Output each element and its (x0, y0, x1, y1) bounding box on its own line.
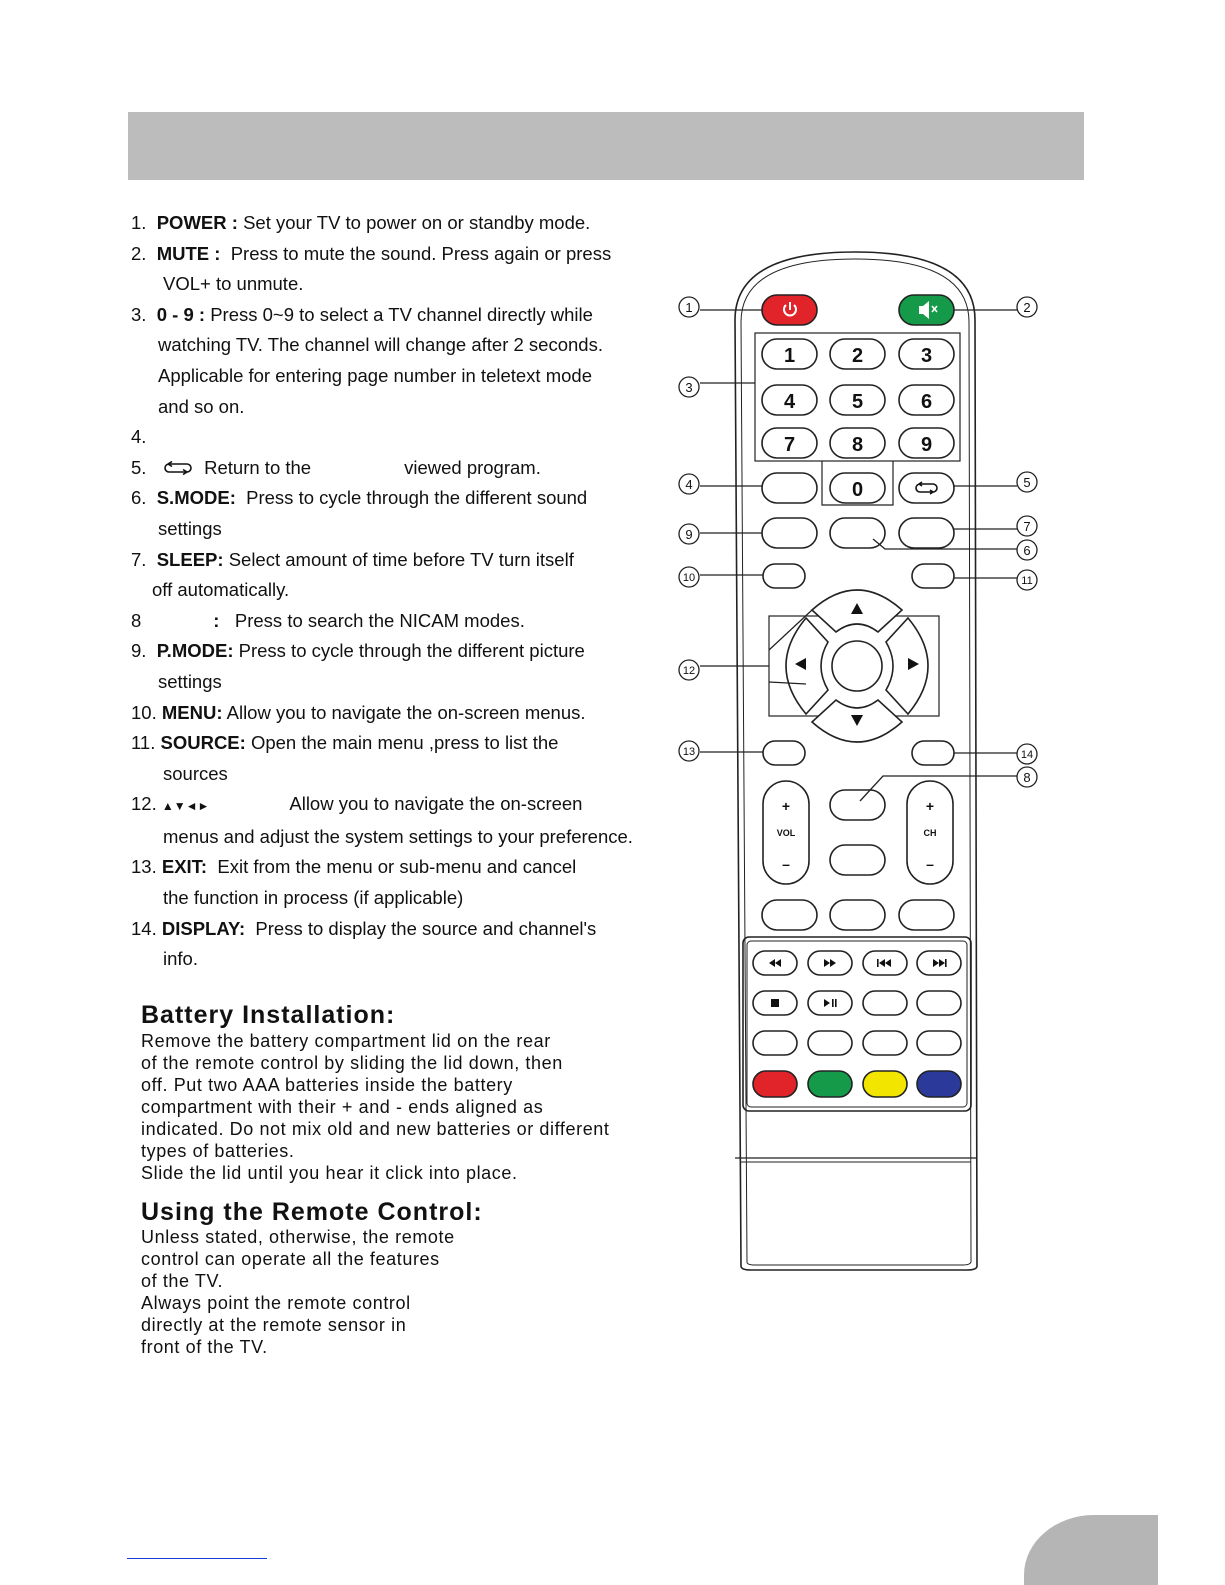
vol-label: VOL (776, 828, 796, 838)
source-button[interactable] (912, 564, 954, 588)
callout-6: 6 (1023, 543, 1031, 558)
item-text: Allow you to navigate the on-screen menus. (226, 701, 586, 723)
item-number: 5. (131, 456, 147, 478)
callout-9: 9 (685, 527, 693, 542)
ch-minus-label: – (926, 856, 934, 872)
item-text: Press to mute the sound. Press again or press (230, 242, 612, 264)
item-number: 9. (131, 640, 147, 662)
callout-7: 7 (1023, 519, 1031, 534)
item-text: watching TV. The channel will change after 2 seconds. (158, 334, 603, 356)
item-number: 10. (131, 701, 157, 723)
remote-illustration (640, 240, 1060, 1280)
callout-5: 5 (1023, 475, 1031, 490)
yellow-button[interactable] (863, 1071, 907, 1097)
nav-left-button[interactable] (786, 618, 828, 714)
return-icon (162, 461, 194, 475)
vol-plus-label: + (781, 798, 791, 814)
using-body: Unless stated, otherwise, the remote control can operate all the features of the TV. Always point the remote control directly at the remote sensor in front of the TV. (141, 1227, 455, 1357)
callout-4: 4 (685, 477, 693, 492)
item-text: Press to search the NICAM modes. (234, 609, 525, 631)
item-text: Set your TV to power on or standby mode. (243, 212, 591, 233)
callout-2: 2 (1023, 300, 1031, 315)
digit-label: 2 (851, 345, 864, 367)
item-text: Press to cycle through the different picture (238, 640, 585, 662)
item-key: SLEEP: (156, 548, 224, 570)
battery-heading: Battery Installation: (141, 1001, 396, 1029)
callout-12: 12 (682, 665, 696, 677)
list-item (131, 422, 691, 453)
callout-1: 1 (685, 300, 693, 315)
item-text: settings (158, 517, 222, 539)
pmode-button[interactable] (762, 518, 817, 548)
item-key: DISPLAY: (161, 917, 246, 939)
item-number: 6. (131, 487, 147, 509)
item-text: the function in process (if applicable) (163, 887, 464, 909)
row-button-2[interactable] (830, 900, 885, 930)
list-item (131, 636, 691, 667)
row-button-3[interactable] (899, 900, 954, 930)
item-text: viewed program. (404, 456, 541, 478)
vol-minus-label: – (782, 856, 790, 872)
item-text: Open the main menu ,press to list the (250, 732, 559, 754)
list-item (131, 852, 691, 883)
list-item (131, 914, 691, 945)
digit-label: 9 (920, 434, 933, 456)
item-key: 0 - 9 : (156, 303, 206, 325)
item-key: MENU: (161, 701, 223, 723)
list-item (131, 239, 691, 270)
callout-8: 8 (1023, 770, 1031, 785)
item-text: Applicable for entering page number in teletext mode (158, 364, 592, 386)
digit-label: 1 (783, 345, 796, 367)
item-number: 4. (131, 426, 147, 448)
item-key: POWER : (156, 212, 238, 233)
green-button[interactable] (808, 1071, 852, 1097)
media-button-10[interactable] (808, 1031, 852, 1055)
blue-button[interactable] (917, 1071, 961, 1097)
list-item (131, 606, 691, 637)
red-button[interactable] (753, 1071, 797, 1097)
item-text: settings (158, 670, 222, 692)
item-text: off automatically. (152, 579, 290, 601)
digit-label: 7 (783, 434, 796, 456)
digit-label: 5 (851, 391, 864, 413)
item-number: 7. (131, 548, 147, 570)
using-heading: Using the Remote Control: (141, 1198, 483, 1226)
item-number: 3. (131, 303, 147, 325)
item-text: sources (163, 762, 228, 784)
battery-body: Remove the battery compartment lid on the rear of the remote control by sliding the lid down, then off. Put two AAA batteries inside the battery compartment with their + and - ends aligned as indicated. Do not mix old and new batteries or different types of batteries. Slide the lid until you hear it click into place. (141, 1031, 610, 1183)
item-key: SOURCE: (160, 732, 246, 754)
return-button[interactable] (899, 473, 954, 503)
exit-button[interactable] (763, 741, 805, 765)
nav-right-button[interactable] (886, 618, 928, 714)
page-number-tab (1024, 1515, 1158, 1585)
item-text: Return to the (204, 456, 312, 478)
item-text: info. (163, 948, 198, 970)
ch-label: CH (923, 828, 937, 838)
media-button-9[interactable] (753, 1031, 797, 1055)
item-key: EXIT: (161, 856, 208, 878)
sleep-button[interactable] (899, 518, 954, 548)
item-text: Exit from the menu or sub-menu and cancel (217, 856, 577, 878)
row-button-1[interactable] (762, 900, 817, 930)
item-text: menus and adjust the system settings to your preference. (163, 825, 633, 847)
ok-button[interactable] (832, 641, 882, 691)
list-item (131, 483, 691, 514)
list-item (131, 545, 691, 576)
item-text: Press to cycle through the different sound (246, 487, 588, 509)
media-button-11[interactable] (863, 1031, 907, 1055)
item-text: Press to display the source and channel's (255, 917, 597, 939)
item-text: Press 0~9 to select a TV channel directly while (210, 303, 593, 325)
callout-11: 11 (1021, 575, 1033, 587)
item-number: 1. (131, 212, 147, 233)
list-item (131, 300, 691, 331)
item-number: 11. (131, 732, 156, 754)
media-button-12[interactable] (917, 1031, 961, 1055)
nicam-center-button[interactable] (830, 790, 885, 820)
item-key: S.MODE: (156, 487, 236, 509)
item-key: MUTE : (156, 242, 221, 264)
stop-icon (771, 999, 779, 1007)
display-button[interactable] (912, 741, 954, 765)
item-number: 8 (131, 609, 142, 631)
item-number: 14. (131, 917, 157, 939)
item-text: and so on. (158, 395, 245, 417)
list-item (131, 728, 691, 759)
center-button-2[interactable] (830, 845, 885, 875)
item-key: : (213, 609, 220, 631)
list-item (131, 453, 691, 484)
item-text: VOL+ to unmute. (163, 273, 304, 295)
digit-label: 0 (851, 479, 864, 501)
header-bar (128, 112, 1084, 180)
item-key: P.MODE: (156, 640, 234, 662)
digit-label: 4 (783, 391, 796, 413)
list-item (131, 208, 691, 239)
ch-plus-label: + (925, 798, 935, 814)
item-text: Allow you to navigate the on-screen (289, 793, 583, 815)
callout-3: 3 (685, 380, 693, 395)
callout-14: 14 (1020, 749, 1034, 761)
digit-label: 3 (920, 345, 933, 367)
list-item (131, 789, 691, 822)
media-button-7[interactable] (863, 991, 907, 1015)
digit-label: 6 (920, 391, 933, 413)
smode-button[interactable] (830, 518, 885, 548)
nicam-button[interactable] (762, 473, 817, 503)
item-text: Select amount of time before TV turn itself (228, 548, 574, 570)
footer-link-line (127, 1558, 267, 1559)
digit-label: 8 (851, 434, 864, 456)
callout-13: 13 (682, 746, 696, 758)
media-button-8[interactable] (917, 991, 961, 1015)
callout-10: 10 (682, 572, 696, 584)
menu-button[interactable] (763, 564, 805, 588)
item-number: 12. (131, 793, 157, 815)
item-number: 2. (131, 242, 147, 264)
list-item (131, 698, 691, 729)
item-key: ▲▼◄► (161, 799, 210, 814)
item-number: 13. (131, 856, 157, 878)
function-list (131, 208, 691, 975)
